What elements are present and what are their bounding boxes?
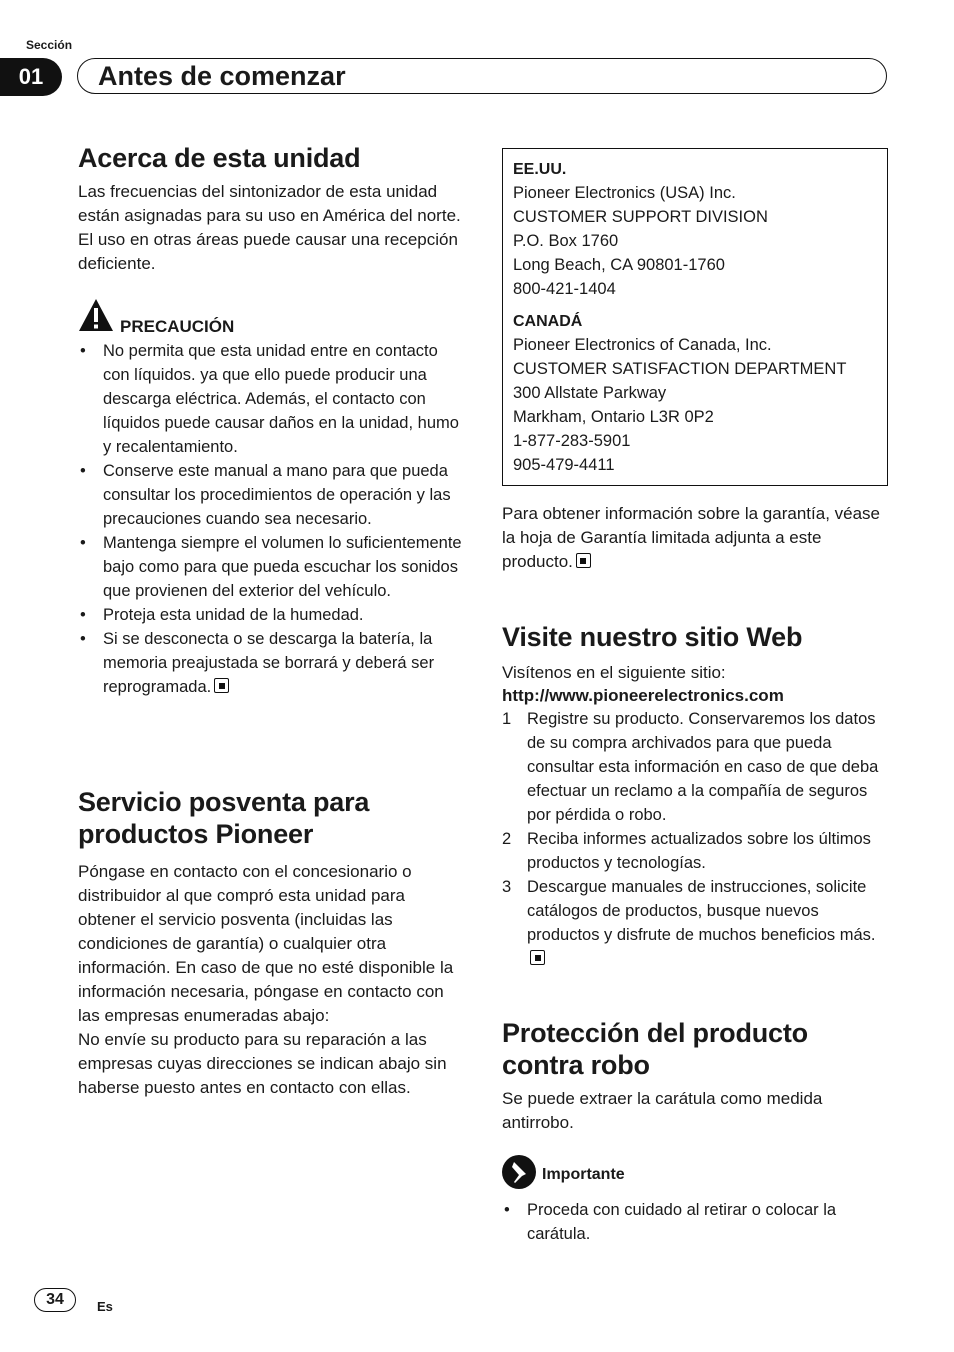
list-item: 2 Reciba informes actualizados sobre los últimos productos y tecnologías.	[502, 830, 871, 872]
list-item: • Conserve este manual a mano para que pueda consultar los procedimientos de operación y las precauciones cuando sea necesario.	[78, 459, 466, 531]
caution-header	[78, 298, 466, 337]
list-item: 1 Registre su producto. Conservaremos los datos de su compra archivados para que pueda consultar esta información en caso de que deba efectuar un reclamo a la compañía de seguros por pérdida o robo.	[502, 710, 879, 824]
list-item: • Si se desconecta o se descarga la batería, la memoria preajustada se borrará y deberá ser reprogramada.	[78, 627, 466, 699]
section-number: 01	[0, 58, 62, 96]
country-canada: CANADÁ	[513, 313, 583, 330]
address-line: CUSTOMER SATISFACTION DEPARTMENT	[513, 360, 847, 378]
acerca-heading: Acerca de esta unidad	[78, 143, 361, 173]
country-usa: EE.UU.	[513, 161, 567, 178]
acerca-section	[78, 142, 466, 276]
address-line: P.O. Box 1760	[513, 232, 619, 250]
address-box	[502, 148, 888, 486]
language-code: Es	[97, 1299, 113, 1314]
caution-list	[78, 339, 466, 699]
garantia-body: Para obtener información sobre la garantía, véase la hoja de Garantía limitada adjunta a este producto.	[502, 504, 881, 571]
important-title: Importante	[542, 1165, 625, 1183]
list-item: • Proteja esta unidad de la humedad.	[78, 603, 466, 627]
address-line: Pioneer Electronics of Canada, Inc.	[513, 336, 772, 354]
warning-icon	[78, 298, 114, 337]
list-item: 3 Descargue manuales de instrucciones, solicite catálogos de productos, busque nuevos productos y disfrute de muchos beneficios más.	[502, 875, 890, 971]
robo-heading: Protección del producto contra robo	[502, 1018, 808, 1080]
precaucion-section	[78, 298, 466, 699]
robo-body: Se puede extraer la carátula como medida antirrobo.	[502, 1089, 823, 1132]
website-link[interactable]: http://www.pioneerelectronics.com	[502, 686, 784, 705]
address-line: Long Beach, CA 90801-1760	[513, 256, 725, 274]
address-line: Markham, Ontario L3R 0P2	[513, 408, 714, 426]
address-line: 300 Allstate Parkway	[513, 384, 667, 402]
section-title: Antes de comenzar	[98, 61, 346, 91]
list-item: • Proceda con cuidado al retirar o colocar la carátula.	[502, 1198, 890, 1246]
web-benefits-list	[502, 707, 890, 971]
servicio-body-1: Póngase en contacto con el concesionario o distribuidor al que compró esta unidad para obtener el servicio posventa (incluidas las condiciones de garantía) o cualquier otra información. En caso de que no esté disponible la información necesaria, póngase en contacto con las empresas enumeradas abajo:	[78, 862, 454, 1025]
address-line: CUSTOMER SUPPORT DIVISION	[513, 208, 768, 226]
pin-icon	[502, 1155, 536, 1194]
garantia-section	[502, 502, 890, 574]
phone-number: 800-421-1404	[513, 280, 616, 298]
section-label: Sección	[26, 38, 73, 52]
address-line: Pioneer Electronics (USA) Inc.	[513, 184, 736, 202]
page-number: 34	[34, 1288, 76, 1312]
list-item: • No permita que esta unidad entre en contacto con líquidos. ya que ello puede producir una descarga eléctrica. Además, el contacto con líquidos puede causar daños en la unidad, humo y recalentamiento.	[78, 339, 466, 459]
end-mark-icon	[576, 553, 591, 568]
important-header	[502, 1155, 890, 1194]
phone-number: 1-877-283-5901	[513, 432, 631, 450]
web-heading: Visite nuestro sitio Web	[502, 622, 803, 652]
servicio-section	[78, 786, 466, 1100]
robo-section	[502, 1017, 890, 1246]
phone-number: 905-479-4411	[513, 456, 615, 474]
servicio-heading: Servicio posventa para productos Pioneer	[78, 787, 370, 849]
end-mark-icon	[214, 678, 229, 693]
servicio-body-2: No envíe su producto para su reparación a las empresas cuyas direcciones se indican abajo sin haberse puesto antes en contacto con ellas.	[78, 1030, 447, 1097]
acerca-body: Las frecuencias del sintonizador de esta unidad están asignadas para su uso en América del norte. El uso en otras áreas puede causar una recepción deficiente.	[78, 182, 461, 273]
end-mark-icon	[530, 950, 545, 965]
web-intro: Visítenos en el siguiente sitio:	[502, 663, 726, 682]
important-list	[502, 1198, 890, 1246]
web-section	[502, 621, 890, 971]
caution-title: PRECAUCIÓN	[120, 317, 235, 336]
list-item: • Mantenga siempre el volumen lo suficientemente bajo como para que pueda escuchar los sonidos que provienen del exterior del vehículo.	[78, 531, 466, 603]
